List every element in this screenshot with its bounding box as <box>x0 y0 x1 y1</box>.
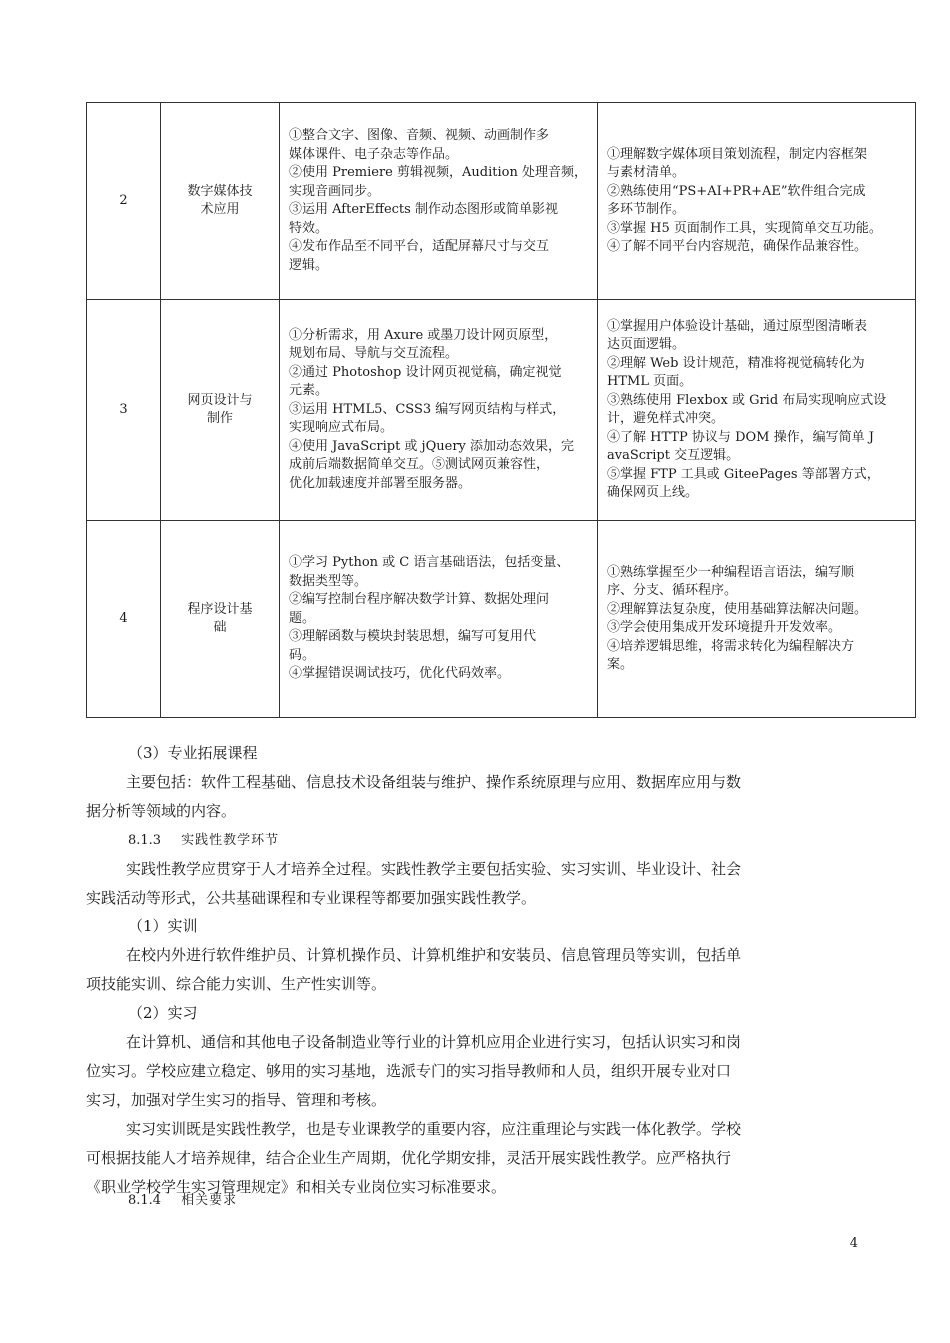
course-name <box>161 521 280 718</box>
subsection-title: 相关要求 <box>181 1193 238 1208</box>
section-heading-expansion: （3）专业拓展课程 <box>128 744 258 762</box>
text-line: 码。 <box>289 647 316 663</box>
text-line: ②熟练使用“PS+AI+PR+AE”软件组合完成 <box>607 183 866 199</box>
text-line: ④发布作品至不同平台，适配屏幕尺寸与交互 <box>289 239 550 254</box>
text-line: 《职业学校学生实习管理规定》和相关专业岗位实习标准要求。 <box>86 1178 507 1196</box>
text-line: 在计算机、通信和其他电子设备制造业等行业的计算机应用企业进行实习，包括认识实习和岗 <box>126 1033 742 1051</box>
text-line: 案。 <box>607 657 634 672</box>
text-line: 多环节制作。 <box>607 202 686 217</box>
text-line: ③运用 AfterEffects 制作动态图形或简单影视 <box>289 202 558 217</box>
text-line: ③运用 HTML5、CSS3 编写网页结构与样式， <box>289 401 566 417</box>
text-line: ②理解算法复杂度，使用基础算法解决问题。 <box>607 601 868 617</box>
text-line: ④了解不同平台内容规范，确保作品兼容性。 <box>607 239 868 254</box>
text-line: 实现音画同步。 <box>289 183 381 199</box>
text-line: ⑤掌握 FTP 工具或 GiteePages 等部署方式， <box>607 466 880 482</box>
text-line: ④掌握错误调试技巧，优化代码效率。 <box>289 666 511 682</box>
text-line: ①掌握用户体验设计基础，通过原型图清晰表 <box>607 318 868 334</box>
text-line: 特效。 <box>289 220 329 236</box>
text-line: 逻辑。 <box>289 257 329 273</box>
text-line: ①分析需求，用 Axure 或墨刀设计网页原型， <box>289 327 558 343</box>
text-line: 实践性教学应贯穿于人才培养全过程。实践性教学主要包括实验、实习实训、毕业设计、社会 <box>126 860 742 878</box>
text-line: ③学会使用集成开发环境提升开发效率。 <box>607 620 842 635</box>
subsection-number: 8.1.4 <box>128 1193 162 1208</box>
row-number: 2 <box>87 103 161 300</box>
text-line: 位实习。学校应建立稳定、够用的实习基地，选派专门的实习指导教师和人员，组织开展专业对口 <box>86 1062 732 1080</box>
paragraph-internship <box>86 1028 864 1115</box>
course-name <box>161 300 280 521</box>
text-line: 规划布局、导航与交互流程。 <box>289 346 459 362</box>
course-requirements <box>598 521 916 718</box>
subsection-heading-8-1-3 <box>128 826 279 855</box>
text-line: 项技能实训、综合能力实训、生产性实训等。 <box>86 975 387 993</box>
table-row <box>87 521 916 718</box>
text-line: 媒体课件、电子杂志等作品。 <box>289 146 459 162</box>
text-line: 元素。 <box>289 383 329 399</box>
text-line: avaScript 交互逻辑。 <box>607 448 740 463</box>
text-line: HTML 页面。 <box>607 374 693 389</box>
course-content <box>280 103 598 300</box>
text-line: 计，避免样式冲突。 <box>607 411 725 426</box>
page-number: 4 <box>849 1236 858 1251</box>
text-line: 术应用 <box>200 202 240 217</box>
text-line: 实习实训既是实践性教学，也是专业课教学的重要内容，应注重理论与实践一体化教学。学校 <box>126 1120 742 1138</box>
text-line: ②通过 Photoshop 设计网页视觉稿，确定视觉 <box>289 364 562 380</box>
text-line: ①理解数字媒体项目策划流程，制定内容框架 <box>607 146 868 162</box>
text-line: ③理解函数与模块封装思想，编写可复用代 <box>289 629 537 645</box>
text-line: 达页面逻辑。 <box>607 337 686 352</box>
subsection-title: 实践性教学环节 <box>181 833 280 848</box>
text-line: ①学习 Python 或 C 语言基础语法，包括变量、 <box>289 555 570 571</box>
subsection-number: 8.1.3 <box>128 833 162 848</box>
text-line: ④培养逻辑思维，将需求转化为编程解决方 <box>607 638 855 654</box>
course-name <box>161 103 280 300</box>
text-line: 序、分支、循环程序。 <box>607 583 738 598</box>
course-table <box>86 102 916 718</box>
text-line: 数字媒体技 <box>187 183 253 199</box>
text-line: 实践活动等形式，公共基础课程和专业课程等都要加强实践性教学。 <box>86 889 537 907</box>
text-line: 实习，加强对学生实习的指导、管理和考核。 <box>86 1091 387 1109</box>
course-content <box>280 300 598 521</box>
text-line: 成前后端数据简单交互。⑤测试网页兼容性， <box>289 457 550 473</box>
text-line: 据分析等领域的内容。 <box>86 802 237 820</box>
course-requirements <box>598 103 916 300</box>
course-requirements <box>598 300 916 521</box>
text-line: 确保网页上线。 <box>607 485 699 500</box>
table-row <box>87 103 916 300</box>
text-line: 在校内外进行软件维护员、计算机操作员、计算机维护和安装员、信息管理员等实训，包括单 <box>126 946 742 964</box>
text-line: 优化加载速度并部署至服务器。 <box>289 475 472 491</box>
text-line: ③掌握 H5 页面制作工具，实现简单交互功能。 <box>607 220 882 236</box>
subsection-heading-8-1-4 <box>128 1186 237 1215</box>
text-line: 网页设计与 <box>187 392 253 408</box>
text-line: ②理解 Web 设计规范，精准将视觉稿转化为 <box>607 355 865 371</box>
text-line: ②编写控制台程序解决数学计算、数据处理问 <box>289 592 550 608</box>
text-line: 制作 <box>206 411 233 426</box>
text-line: ②使用 Premiere 剪辑视频，Audition 处理音频， <box>289 165 587 180</box>
course-content <box>280 521 598 718</box>
text-line: 实现响应式布局。 <box>289 420 394 436</box>
section-heading-internship: （2）实习 <box>128 1004 198 1022</box>
text-line: 程序设计基 <box>187 601 253 617</box>
text-line: 可根据技能人才培养规律，结合企业生产周期，优化学期安排，灵活开展实践性教学。应严格执行 <box>86 1149 732 1167</box>
text-line: 主要包括：软件工程基础、信息技术设备组装与维护、操作系统原理与应用、数据库应用与数 <box>126 773 742 791</box>
table-row <box>87 300 916 521</box>
text-line: ④使用 JavaScript 或 jQuery 添加动态效果，完 <box>289 438 575 454</box>
paragraph-practice <box>86 855 864 913</box>
row-number: 3 <box>87 300 161 521</box>
text-line: 题。 <box>289 610 316 626</box>
text-line: ①整合文字、图像、音频、视频、动画制作多 <box>289 128 550 143</box>
text-line: 与素材清单。 <box>607 165 686 180</box>
text-line: 数据类型等。 <box>289 573 368 589</box>
text-line: ③熟练使用 Flexbox 或 Grid 布局实现响应式设 <box>607 392 887 408</box>
text-line: ①熟练掌握至少一种编程语言语法，编写顺 <box>607 564 855 580</box>
paragraph-expansion <box>86 768 864 826</box>
row-number: 4 <box>87 521 161 718</box>
text-line: ④了解 HTTP 协议与 DOM 操作，编写简单 J <box>607 429 874 445</box>
text-line: 础 <box>213 620 227 635</box>
section-heading-training: （1）实训 <box>128 917 198 935</box>
paragraph-training <box>86 941 864 999</box>
